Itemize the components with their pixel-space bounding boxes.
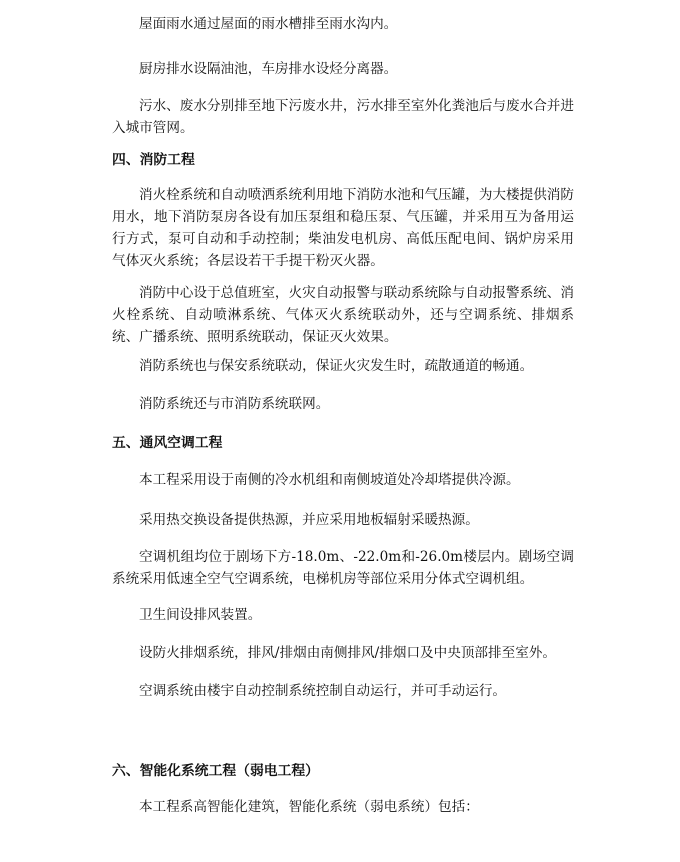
drainage-paragraph-3: 污水、废水分别排至地下污废水井，污水排至室外化粪池后与废水合并进入城市管网。 [112, 98, 574, 136]
section-heading-fire: 四、消防工程 [112, 152, 195, 168]
smart-paragraph-1: 本工程系高智能化建筑，智能化系统（弱电系统）包括： [139, 799, 479, 815]
section-heading-smart: 六、智能化系统工程（弱电工程） [112, 763, 319, 779]
fire-paragraph-3: 消防系统也与保安系统联动，保证火灾发生时，疏散通道的畅通。 [139, 358, 534, 374]
fire-paragraph-4: 消防系统还与市消防系统联网。 [139, 396, 330, 412]
fire-paragraph-2: 消防中心设于总值班室，火灾自动报警与联动系统除与自动报警系统、消火栓系统、自动喷淋系统、气体灭火系统联动外，还与空调系统、排烟系统、广播系统、照明系统联动，保证灭火效果。 [112, 285, 574, 345]
drainage-paragraph-1: 屋面雨水通过屋面的雨水槽排至雨水沟内。 [139, 16, 398, 32]
drainage-paragraph-2: 厨房排水设隔油池，车房排水设烃分离器。 [139, 61, 398, 77]
hvac-paragraph-5: 设防火排烟系统，排风/排烟由南侧排风/排烟口及中央顶部排至室外。 [139, 645, 556, 661]
hvac-paragraph-2: 采用热交换设备提供热源，并应采用地板辐射采暖热源。 [139, 512, 479, 528]
hvac-paragraph-4: 卫生间设排风装置。 [139, 607, 262, 623]
fire-paragraph-1: 消火栓系统和自动喷洒系统利用地下消防水池和气压罐，为大楼提供消防用水，地下消防泵房各设有加压泵组和稳压泵、气压罐，并采用互为备用运行方式，泵可自动和手动控制；柴油发电机房、高低压配电间、锅炉房采用气体灭火系统；各层设若干手提干粉灭火器。 [112, 187, 574, 269]
section-heading-hvac: 五、通风空调工程 [112, 435, 223, 451]
hvac-paragraph-1: 本工程采用设于南侧的冷水机组和南侧坡道处冷却塔提供冷源。 [139, 472, 520, 488]
hvac-paragraph-3: 空调机组均位于剧场下方-18.0m、-22.0m和-26.0m楼层内。剧场空调系统采用低速全空气空调系统，电梯机房等部位采用分体式空调机组。 [112, 549, 574, 587]
hvac-paragraph-6: 空调系统由楼宇自动控制系统控制自动运行，并可手动运行。 [139, 683, 507, 699]
